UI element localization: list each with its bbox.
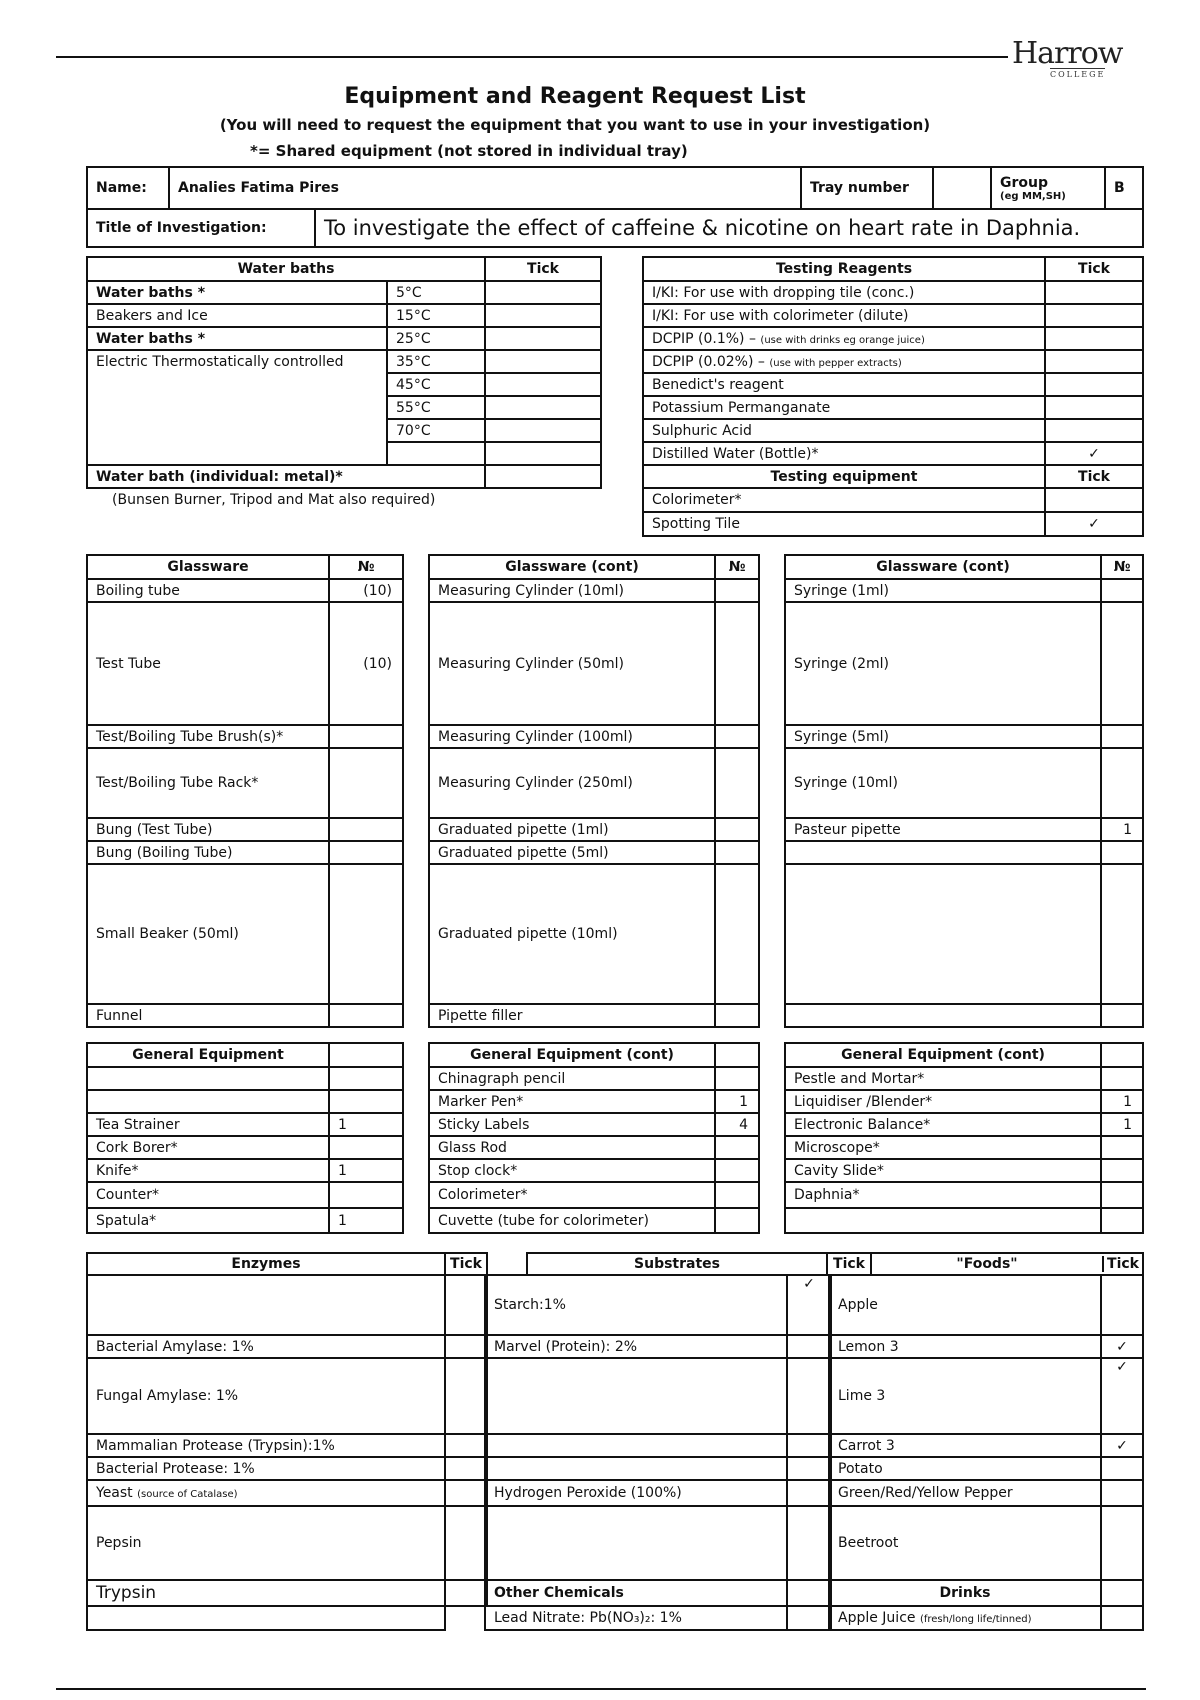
quantity-cell[interactable] xyxy=(1101,748,1143,818)
quantity-cell[interactable] xyxy=(329,748,403,818)
temp-cell: 5°C xyxy=(387,281,485,304)
water-bath-ice-sub: Beakers and Ice xyxy=(87,304,387,327)
glassware-label: Syringe (10ml) xyxy=(785,748,1101,818)
tray-label: Tray number xyxy=(801,167,933,209)
equipment-label: Cuvette (tube for colorimeter) xyxy=(429,1208,715,1233)
num-header: № xyxy=(715,555,759,579)
quantity-cell[interactable] xyxy=(715,818,759,841)
quantity-cell[interactable]: 1 xyxy=(329,1159,403,1182)
tick-cell[interactable] xyxy=(1101,1580,1143,1606)
food-label: Apple xyxy=(829,1275,1101,1335)
temp-cell: 45°C xyxy=(387,373,485,396)
num-header: № xyxy=(1101,555,1143,579)
tick-cell[interactable] xyxy=(787,1606,831,1630)
tick-cell[interactable] xyxy=(787,1506,831,1580)
quantity-cell[interactable]: 1 xyxy=(1101,1113,1143,1136)
quantity-cell[interactable]: 1 xyxy=(1101,818,1143,841)
water-baths-table xyxy=(86,256,602,489)
equipment-label: Microscope* xyxy=(785,1136,1101,1159)
tick-cell[interactable] xyxy=(787,1480,831,1506)
glassware-label: Syringe (1ml) xyxy=(785,579,1101,602)
food-label: Beetroot xyxy=(829,1506,1101,1580)
equipment-label: Spatula* xyxy=(87,1208,329,1233)
glassware-label: Test/Boiling Tube Brush(s)* xyxy=(87,725,329,748)
quantity-cell[interactable] xyxy=(715,1182,759,1208)
equipment-label: Pestle and Mortar* xyxy=(785,1067,1101,1090)
glassware-header: Glassware (cont) xyxy=(785,555,1101,579)
testing-reagents-header: Testing Reagents xyxy=(643,257,1045,281)
quantity-cell[interactable] xyxy=(715,579,759,602)
tick-cell[interactable] xyxy=(445,1434,487,1457)
tick-cell[interactable] xyxy=(787,1434,831,1457)
quantity-cell[interactable] xyxy=(715,1004,759,1027)
general-equipment-table xyxy=(86,1042,404,1234)
logo-subtext: COLLEGE xyxy=(1050,70,1106,79)
equipment-label: Marker Pen* xyxy=(429,1090,715,1113)
glassware-label: Measuring Cylinder (50ml) xyxy=(429,602,715,725)
apple-juice-note: (fresh/long life/tinned) xyxy=(919,1614,1032,1625)
reagent-note: (use with drinks eg orange juice) xyxy=(760,334,925,346)
temp-cell: 15°C xyxy=(387,304,485,327)
general-equipment-header: General Equipment (cont) xyxy=(429,1043,715,1067)
tick-cell[interactable] xyxy=(787,1335,831,1358)
tick-cell[interactable]: ✓ xyxy=(1101,1434,1143,1457)
reagent-label: Potassium Permanganate xyxy=(643,396,1045,419)
tick-cell[interactable] xyxy=(445,1335,487,1358)
testing-equipment-tick-header: Tick xyxy=(1045,465,1143,488)
tick-cell[interactable]: ✓ xyxy=(1045,512,1143,536)
investigation-title-label: Title of Investigation: xyxy=(87,209,315,247)
tick-cell[interactable] xyxy=(1045,373,1143,396)
tick-header: Tick xyxy=(445,1253,487,1275)
equipment-label xyxy=(87,1067,329,1090)
quantity-cell[interactable]: (10) xyxy=(329,579,403,602)
glassware-header: Glassware (cont) xyxy=(429,555,715,579)
tick-cell[interactable] xyxy=(485,327,601,350)
name-label: Name: xyxy=(87,167,169,209)
equipment-label: Chinagraph pencil xyxy=(429,1067,715,1090)
quantity-cell[interactable]: 1 xyxy=(715,1090,759,1113)
reagent-label: Distilled Water (Bottle)* xyxy=(643,442,1045,465)
general-equipment-header: General Equipment xyxy=(87,1043,329,1067)
glassware-label: Measuring Cylinder (250ml) xyxy=(429,748,715,818)
reagent-label: DCPIP (0.1%) – xyxy=(652,330,756,347)
tick-cell[interactable] xyxy=(1045,396,1143,419)
equipment-label: Colorimeter* xyxy=(643,488,1045,512)
glassware-label xyxy=(785,1004,1101,1027)
food-label: Carrot 3 xyxy=(829,1434,1101,1457)
temp-cell xyxy=(387,442,485,465)
glassware-cont2-table xyxy=(784,554,1144,1028)
glassware-label: Syringe (2ml) xyxy=(785,602,1101,725)
equipment-label: Tea Strainer xyxy=(87,1113,329,1136)
temp-cell: 70°C xyxy=(387,419,485,442)
title-table xyxy=(86,208,1144,248)
tick-cell[interactable] xyxy=(1045,488,1143,512)
quantity-cell[interactable] xyxy=(1101,864,1143,1004)
quantity-cell[interactable] xyxy=(715,1159,759,1182)
tick-cell[interactable] xyxy=(1101,1606,1143,1630)
shared-note: *= Shared equipment (not stored in individual tray) xyxy=(250,142,688,160)
quantity-cell[interactable] xyxy=(1101,1159,1143,1182)
tick-cell[interactable]: ✓ xyxy=(1101,1335,1143,1358)
info-table xyxy=(86,166,1144,210)
drinks-header: Drinks xyxy=(829,1580,1101,1606)
food-label: Potato xyxy=(829,1457,1101,1480)
drink-cell xyxy=(829,1606,1101,1630)
equipment-label: Daphnia* xyxy=(785,1182,1101,1208)
reagent-label: I/KI: For use with colorimeter (dilute) xyxy=(643,304,1045,327)
general-equipment-cont-table xyxy=(428,1042,760,1234)
quantity-cell[interactable] xyxy=(329,725,403,748)
equipment-label: Electronic Balance* xyxy=(785,1113,1101,1136)
tick-cell[interactable]: ✓ xyxy=(787,1275,831,1335)
glassware-label: Test/Boiling Tube Rack* xyxy=(87,748,329,818)
tick-cell[interactable] xyxy=(485,281,601,304)
enzyme-label: Yeast xyxy=(96,1485,133,1501)
quantity-cell[interactable] xyxy=(715,1208,759,1233)
glassware-label: Graduated pipette (10ml) xyxy=(429,864,715,1004)
enzyme-label: Pepsin xyxy=(87,1506,445,1580)
water-bath-individual-note: (Bunsen Burner, Tripod and Mat also required) xyxy=(112,492,436,508)
tick-cell[interactable] xyxy=(1045,350,1143,373)
quantity-cell[interactable]: 1 xyxy=(329,1208,403,1233)
reagent-label: I/KI: For use with dropping tile (conc.) xyxy=(643,281,1045,304)
glassware-table xyxy=(86,554,404,1028)
group-label-cell xyxy=(991,167,1105,209)
equipment-label: Liquidiser /Blender* xyxy=(785,1090,1101,1113)
foods-header: "Foods" xyxy=(956,1256,1018,1272)
reagent-cell xyxy=(643,327,1045,350)
water-bath-electric-label: Water baths * xyxy=(87,327,387,350)
quantity-cell[interactable] xyxy=(1101,579,1143,602)
temp-cell: 35°C xyxy=(387,350,485,373)
reagent-label: Benedict's reagent xyxy=(643,373,1045,396)
tick-cell[interactable] xyxy=(1045,419,1143,442)
substrate-label xyxy=(485,1358,787,1434)
quantity-cell[interactable]: 1 xyxy=(329,1113,403,1136)
substrate-label xyxy=(485,1457,787,1480)
tick-header: Tick xyxy=(1103,1256,1142,1272)
glassware-label: Syringe (5ml) xyxy=(785,725,1101,748)
equipment-label: Sticky Labels xyxy=(429,1113,715,1136)
water-bath-ice-label: Water baths * xyxy=(87,281,387,304)
enzyme-label: Bacterial Protease: 1% xyxy=(87,1457,445,1480)
enzymes-header: Enzymes xyxy=(87,1253,445,1275)
food-label: Lemon 3 xyxy=(829,1335,1101,1358)
glassware-label: Bung (Boiling Tube) xyxy=(87,841,329,864)
equipment-label: Counter* xyxy=(87,1182,329,1208)
general-equipment-header: General Equipment (cont) xyxy=(785,1043,1101,1067)
water-bath-individual-label: Water bath (individual: metal)* xyxy=(87,465,485,488)
quantity-cell[interactable] xyxy=(329,864,403,1004)
substrate-label: Marvel (Protein): 2% xyxy=(485,1335,787,1358)
group-field[interactable]: B xyxy=(1105,167,1143,209)
tick-cell[interactable] xyxy=(445,1358,487,1434)
enzyme-note: (source of Catalase) xyxy=(137,1489,238,1500)
reagent-label: Sulphuric Acid xyxy=(643,419,1045,442)
tick-cell[interactable] xyxy=(485,304,601,327)
glassware-label: Pasteur pipette xyxy=(785,818,1101,841)
foods-header-cell xyxy=(871,1253,1143,1275)
tick-cell[interactable] xyxy=(1101,1457,1143,1480)
quantity-cell[interactable] xyxy=(715,864,759,1004)
enzyme-cell xyxy=(87,1480,445,1506)
quantity-cell[interactable]: (10) xyxy=(329,602,403,725)
glassware-label: Bung (Test Tube) xyxy=(87,818,329,841)
substrate-label: Starch:1% xyxy=(485,1275,787,1335)
glassware-label: Funnel xyxy=(87,1004,329,1027)
substrate-label: Hydrogen Peroxide (100%) xyxy=(485,1480,787,1506)
quantity-cell[interactable] xyxy=(329,841,403,864)
tick-header: Tick xyxy=(827,1253,871,1275)
college-logo xyxy=(1008,36,1148,84)
tick-cell[interactable] xyxy=(485,465,601,488)
quantity-cell[interactable] xyxy=(1101,725,1143,748)
foods-column xyxy=(828,1274,1144,1631)
other-chemicals-header: Other Chemicals xyxy=(485,1580,787,1606)
tick-cell[interactable] xyxy=(787,1457,831,1480)
tick-cell[interactable] xyxy=(787,1580,831,1606)
equipment-label xyxy=(785,1208,1101,1233)
quantity-cell[interactable] xyxy=(329,1004,403,1027)
glassware-label xyxy=(785,864,1101,1004)
tick-cell[interactable] xyxy=(485,396,601,419)
enzyme-label: Bacterial Amylase: 1% xyxy=(87,1335,445,1358)
food-label: Green/Red/Yellow Pepper xyxy=(829,1480,1101,1506)
reagent-cell xyxy=(643,350,1045,373)
tick-cell[interactable] xyxy=(445,1457,487,1480)
temp-cell: 25°C xyxy=(387,327,485,350)
tick-cell[interactable] xyxy=(1101,1275,1143,1335)
tray-field[interactable] xyxy=(933,167,991,209)
reagent-label: DCPIP (0.02%) – xyxy=(652,353,765,370)
equipment-label: Colorimeter* xyxy=(429,1182,715,1208)
tick-cell[interactable] xyxy=(787,1358,831,1434)
water-baths-header: Water baths xyxy=(87,257,485,281)
page-title: Equipment and Reagent Request List xyxy=(344,84,806,109)
quantity-cell[interactable]: 1 xyxy=(1101,1090,1143,1113)
glassware-label: Graduated pipette (5ml) xyxy=(429,841,715,864)
tick-cell[interactable] xyxy=(1045,327,1143,350)
general-equipment-cont2-table xyxy=(784,1042,1144,1234)
substrate-label xyxy=(485,1434,787,1457)
equipment-label xyxy=(87,1090,329,1113)
quantity-cell[interactable] xyxy=(715,602,759,725)
quantity-cell[interactable] xyxy=(715,1067,759,1090)
equipment-label: Stop clock* xyxy=(429,1159,715,1182)
quantity-cell[interactable] xyxy=(1101,1067,1143,1090)
investigation-title-field[interactable]: To investigate the effect of caffeine & nicotine on heart rate in Daphnia. xyxy=(315,209,1143,247)
glassware-label: Graduated pipette (1ml) xyxy=(429,818,715,841)
quantity-cell[interactable] xyxy=(1101,1208,1143,1233)
enzymes-column xyxy=(86,1274,488,1631)
quantity-cell[interactable] xyxy=(715,841,759,864)
testing-reagents-table xyxy=(642,256,1144,537)
equipment-label: Glass Rod xyxy=(429,1136,715,1159)
reagent-note: (use with pepper extracts) xyxy=(769,357,902,369)
equipment-label: Cavity Slide* xyxy=(785,1159,1101,1182)
quantity-cell[interactable] xyxy=(329,1090,403,1113)
tick-cell[interactable] xyxy=(485,350,601,373)
quantity-cell[interactable] xyxy=(1101,841,1143,864)
tick-cell[interactable] xyxy=(485,373,601,396)
top-rule xyxy=(56,56,1146,58)
glassware-label: Pipette filler xyxy=(429,1004,715,1027)
bottom-rule xyxy=(56,1688,1146,1690)
food-label: Lime 3 xyxy=(829,1358,1101,1434)
glassware-label: Boiling tube xyxy=(87,579,329,602)
testing-equipment-header: Testing equipment xyxy=(643,465,1045,488)
enzyme-label: Trypsin xyxy=(87,1580,445,1606)
group-hint: (eg MM,SH) xyxy=(1000,190,1066,202)
glassware-label: Small Beaker (50ml) xyxy=(87,864,329,1004)
enzyme-label xyxy=(87,1275,445,1335)
substrates-column xyxy=(484,1274,832,1631)
tick-cell[interactable] xyxy=(445,1480,487,1506)
tick-cell[interactable] xyxy=(485,419,601,442)
quantity-cell[interactable] xyxy=(329,1182,403,1208)
quantity-cell[interactable] xyxy=(1101,1136,1143,1159)
tick-cell[interactable] xyxy=(445,1275,487,1335)
tick-cell[interactable] xyxy=(445,1506,487,1580)
tick-cell[interactable]: ✓ xyxy=(1045,442,1143,465)
enzyme-label: Mammalian Protease (Trypsin):1% xyxy=(87,1434,445,1457)
tick-cell[interactable] xyxy=(1101,1480,1143,1506)
group-label: Group xyxy=(1000,174,1049,191)
num-header: № xyxy=(329,555,403,579)
glassware-cont-table xyxy=(428,554,760,1028)
apple-juice-label: Apple Juice xyxy=(838,1610,916,1626)
tick-cell[interactable] xyxy=(1101,1506,1143,1580)
substrate-label xyxy=(485,1506,787,1580)
water-bath-electric-sub: Electric Thermostatically controlled xyxy=(87,350,387,373)
quantity-cell[interactable] xyxy=(329,818,403,841)
quantity-cell[interactable] xyxy=(1101,602,1143,725)
quantity-cell[interactable] xyxy=(1101,1004,1143,1027)
tick-cell[interactable] xyxy=(485,442,601,465)
equipment-label: Knife* xyxy=(87,1159,329,1182)
tick-cell[interactable] xyxy=(1045,304,1143,327)
glassware-label: Measuring Cylinder (10ml) xyxy=(429,579,715,602)
page-subtitle: (You will need to request the equipment that you want to use in your investigation) xyxy=(219,116,931,134)
tick-cell[interactable] xyxy=(1045,281,1143,304)
lead-nitrate-label: Lead Nitrate: Pb(NO₃)₂: 1% xyxy=(485,1606,787,1630)
glassware-label xyxy=(785,841,1101,864)
name-field[interactable]: Analies Fatima Pires xyxy=(169,167,801,209)
substrates-header: Substrates xyxy=(527,1253,827,1275)
glassware-label: Test Tube xyxy=(87,602,329,725)
quantity-cell[interactable] xyxy=(329,1136,403,1159)
enzyme-label: Fungal Amylase: 1% xyxy=(87,1358,445,1434)
equipment-label: Cork Borer* xyxy=(87,1136,329,1159)
glassware-header: Glassware xyxy=(87,555,329,579)
quantity-cell[interactable]: 4 xyxy=(715,1113,759,1136)
tick-cell[interactable]: ✓ xyxy=(1101,1358,1143,1434)
equipment-label: Spotting Tile xyxy=(643,512,1045,536)
quantity-cell[interactable] xyxy=(329,1067,403,1090)
temp-cell: 55°C xyxy=(387,396,485,419)
testing-reagents-tick-header: Tick xyxy=(1045,257,1143,281)
enzymes-substrates-foods-table xyxy=(86,1252,1144,1276)
glassware-label: Measuring Cylinder (100ml) xyxy=(429,725,715,748)
quantity-cell[interactable] xyxy=(715,725,759,748)
tick-cell[interactable] xyxy=(445,1580,487,1606)
water-baths-tick-header: Tick xyxy=(485,257,601,281)
logo-word: Harrow xyxy=(1012,36,1123,71)
quantity-cell[interactable] xyxy=(1101,1182,1143,1208)
quantity-cell[interactable] xyxy=(715,1136,759,1159)
quantity-cell[interactable] xyxy=(715,748,759,818)
